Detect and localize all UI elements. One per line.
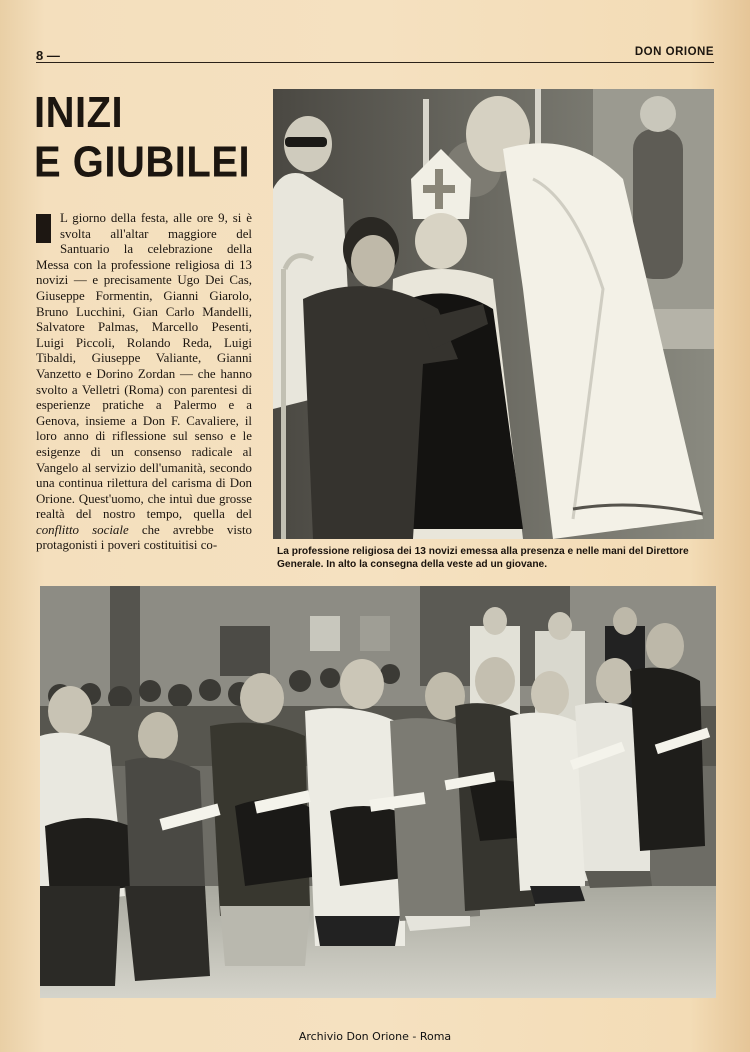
photo-novices-kneeling [40, 586, 716, 998]
photo-vestition-ceremony [273, 89, 714, 539]
article-paragraph [36, 211, 252, 554]
article-headline [34, 88, 264, 187]
article-body [36, 211, 252, 554]
drop-cap [36, 214, 51, 243]
publication-title: DON ORIONE [634, 46, 714, 58]
body-intro: L giorno della festa, alle ore 9, si è svolta all'altar maggiore del Santuario la celebrazione della Messa con la professione religiosa di 13 novizi — e precisamente Ugo Dei Cas, Giuseppe Formentin, Gianni Giarolo, Bruno Lucchini, Gian Carlo Mandelli, Salvatore Palmas, Marcello Pesenti, Luigi Piccoli, Rolando Reda, Luigi Tibaldi, Giuseppe Valiante, Gianni Vanzetto e Dorino Zordan — che hanno svolto a Velletri (Roma) con parentesi di esperienze pratiche a Palermo e a Genova, insieme a Don F. Cavaliere, il loro anno di riflessione sul senso e le esigenze di un consenso radicale al Vangelo al servizio dell'umanità, secondo una continua rilettura del carisma di Don Orione. Quest'uomo, che intuì due grosse realtà del nostro tempo, quella del [36, 211, 252, 522]
page-number: 8 — [36, 48, 60, 63]
photo-caption: La professione religiosa dei 13 novizi emessa alla presenza e nelle mani del Direttore Generale. In alto la consegna della veste ad un giovane. [277, 546, 689, 570]
body-outro: che avrebbe visto protagonisti i poveri costituitisi co- [36, 522, 252, 553]
body-italic-phrase: conflitto sociale [36, 522, 129, 537]
headline-line-1: INIZI [34, 89, 124, 137]
header-rule [36, 62, 714, 63]
headline-line-2: E GIUBILEI [34, 138, 251, 187]
archive-footer: Archivio Don Orione - Roma [298, 1030, 452, 1043]
